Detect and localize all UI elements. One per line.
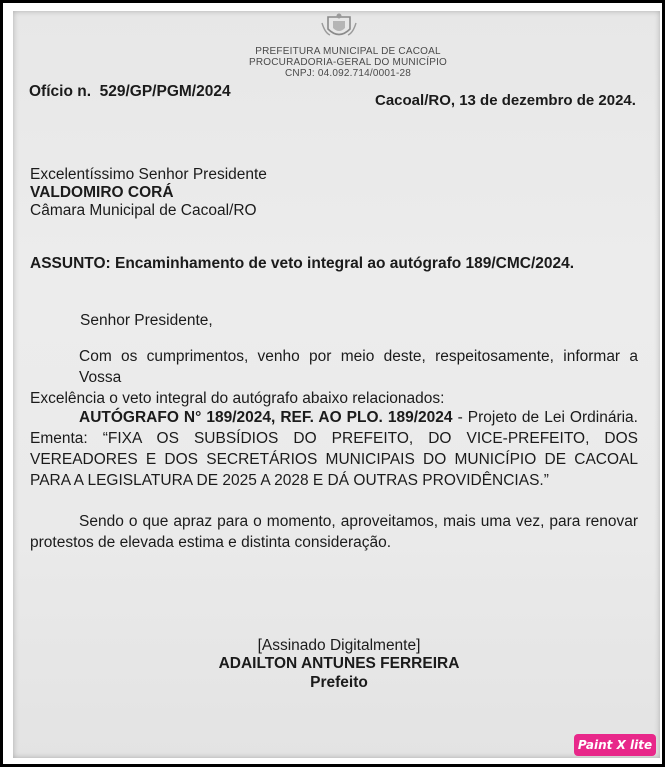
recipient-org: Câmara Municipal de Cacoal/RO: [30, 202, 257, 219]
header-line-2: PROCURADORIA-GERAL DO MUNICÍPIO: [248, 57, 448, 68]
photo-frame: [3, 3, 662, 764]
oficio-label: Ofício n.: [29, 83, 91, 100]
header-line-3: CNPJ: 04.092.714/0001-28: [285, 68, 411, 79]
ementa-line3: PARA A LEGISLATURA DE 2025 A 2028 E DÁ OUTRAS PROVIDÊNCIAS.”: [30, 472, 549, 489]
closing-line2: protestos de elevada estima e distinta consideração.: [30, 534, 392, 551]
oficio-number: [29, 83, 231, 101]
municipal-crest-icon: [320, 13, 358, 41]
autografo-line1: [30, 407, 638, 428]
autografo-block: [30, 407, 638, 491]
signer-name: ADAILTON ANTUNES FERREIRA: [218, 655, 460, 672]
signature-note: [Assinado Digitalmente]: [257, 637, 421, 654]
greeting: Senhor Presidente,: [80, 312, 213, 329]
header-line-1: PREFEITURA MUNICIPAL DE CACOAL: [255, 46, 441, 57]
subject-text: Encaminhamento de veto integral ao autógrafo 189/CMC/2024.: [114, 255, 575, 272]
paragraph-intro-line1: Com os cumprimentos, venho por meio deste, respeitosamente, informar a Vossa: [79, 348, 638, 386]
ementa-line1: Ementa: “FIXA OS SUBSÍDIOS DO PREFEITO, DO VICE-PREFEITO, DOS: [30, 430, 638, 447]
subject-line: [30, 255, 574, 273]
closing-line1: Sendo o que apraz para o momento, aproveitamos, mais uma vez, para renovar: [79, 513, 638, 530]
paragraph-intro: [30, 346, 638, 409]
autografo-reference: AUTÓGRAFO N° 189/2024, REF. AO PLO. 189/2024: [79, 409, 453, 426]
signer-title: Prefeito: [310, 674, 368, 691]
ementa-line2: VEREADORES E DOS SECRETÁRIOS MUNICIPAIS DO MUNICÍPIO DE CACOAL: [30, 451, 638, 468]
paragraph-intro-line2: Excelência o veto integral do autógrafo abaixo relacionados:: [30, 390, 445, 407]
recipient-salutation: Excelentíssimo Senhor Presidente: [30, 166, 267, 183]
autografo-type: - Projeto de Lei Ordinária.: [452, 409, 638, 426]
closing-paragraph: [30, 511, 638, 553]
watermark-badge: Paint X lite: [574, 734, 656, 756]
oficio-code: 529/GP/PGM/2024: [99, 83, 231, 100]
document-date: Cacoal/RO, 13 de dezembro de 2024.: [375, 92, 636, 109]
document-page: [13, 11, 660, 758]
subject-label: ASSUNTO:: [30, 255, 111, 272]
recipient-name: VALDOMIRO CORÁ: [30, 184, 174, 201]
